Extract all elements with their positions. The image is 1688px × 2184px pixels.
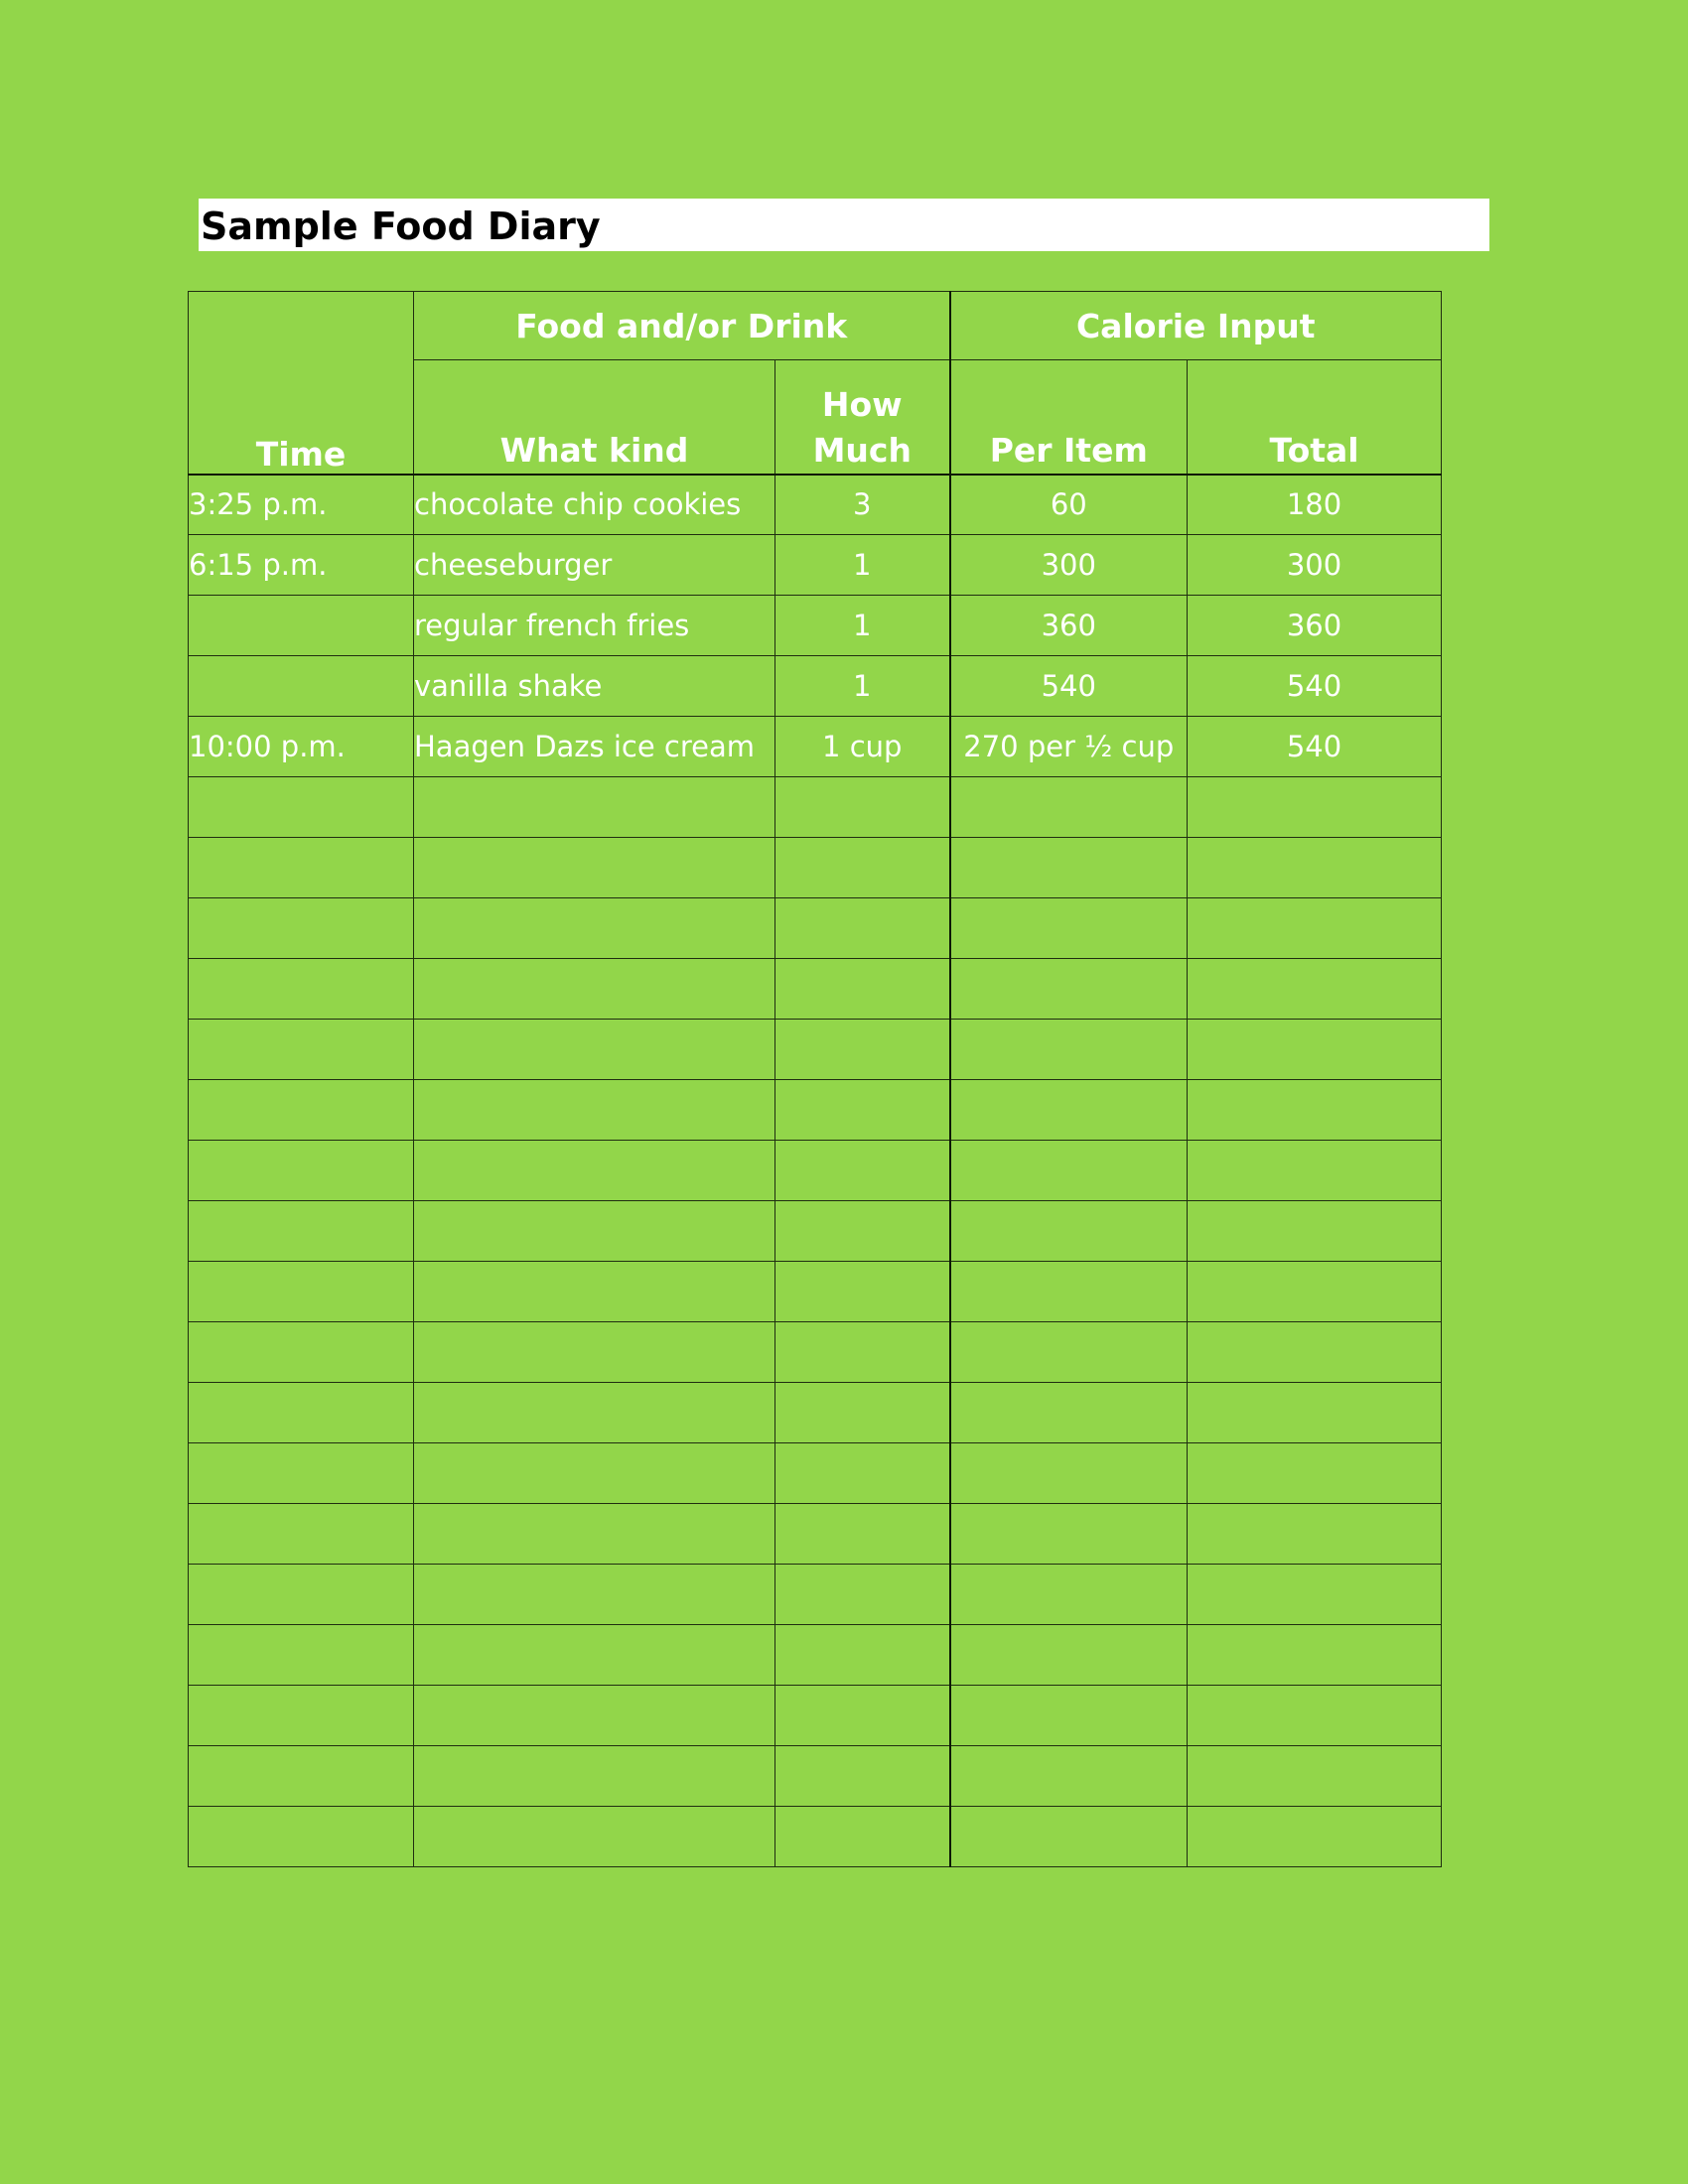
total-cell [1188,1020,1442,1080]
what-kind-cell [414,838,775,898]
what-kind-cell: chocolate chip cookies [414,475,775,535]
total-cell [1188,1443,1442,1504]
total-cell [1188,1322,1442,1383]
table-row [189,1201,1442,1262]
page-title: Sample Food Diary [201,205,601,248]
food-drink-header: Food and/or Drink [414,292,950,360]
table-row [189,1504,1442,1565]
per-item-cell: 300 [950,535,1188,596]
table-row [189,838,1442,898]
per-item-cell: 360 [950,596,1188,656]
table-row [189,1565,1442,1625]
what-kind-cell [414,1443,775,1504]
time-cell [189,1080,414,1141]
table-row [189,717,1442,777]
time-cell [189,1807,414,1867]
food-diary-table [188,291,1442,1867]
time-cell [189,1625,414,1686]
time-cell [189,596,414,656]
total-cell [1188,959,1442,1020]
time-cell [189,777,414,838]
how-much-cell [775,1807,950,1867]
what-kind-cell [414,777,775,838]
time-cell [189,1262,414,1322]
total-cell [1188,1383,1442,1443]
total-cell [1188,1807,1442,1867]
table-row [189,959,1442,1020]
table-row [189,1746,1442,1807]
table-row [189,1807,1442,1867]
how-much-cell [775,1262,950,1322]
what-kind-cell [414,898,775,959]
per-item-cell [950,777,1188,838]
what-kind-cell [414,1141,775,1201]
total-cell: 300 [1188,535,1442,596]
what-kind-cell [414,1201,775,1262]
how-much-cell [775,1201,950,1262]
what-kind-cell [414,1625,775,1686]
what-kind-cell [414,1080,775,1141]
what-kind-cell [414,1504,775,1565]
table-row [189,1322,1442,1383]
what-kind-cell [414,1565,775,1625]
how-much-cell [775,1565,950,1625]
total-cell [1188,1080,1442,1141]
per-item-cell [950,838,1188,898]
time-cell [189,656,414,717]
how-much-cell: 1 [775,535,950,596]
how-much-cell: 1 [775,656,950,717]
time-cell [189,1020,414,1080]
total-cell [1188,898,1442,959]
what-kind-cell [414,1807,775,1867]
per-item-cell [950,1020,1188,1080]
total-cell: 360 [1188,596,1442,656]
time-cell [189,1443,414,1504]
table-row [189,1625,1442,1686]
total-cell [1188,1141,1442,1201]
what-kind-header: What kind [414,360,775,475]
time-cell: 6:15 p.m. [189,535,414,596]
per-item-cell [950,1322,1188,1383]
time-cell: 10:00 p.m. [189,717,414,777]
how-much-cell [775,1080,950,1141]
what-kind-cell [414,1383,775,1443]
total-cell [1188,777,1442,838]
how-much-cell [775,1504,950,1565]
time-cell [189,1322,414,1383]
how-much-cell [775,1141,950,1201]
total-cell [1188,1686,1442,1746]
time-cell [189,959,414,1020]
total-cell [1188,1625,1442,1686]
how-much-cell [775,1686,950,1746]
how-much-cell [775,898,950,959]
time-cell [189,898,414,959]
how-much-cell [775,1322,950,1383]
calorie-input-header: Calorie Input [950,292,1442,360]
time-header: Time [189,292,414,475]
per-item-cell: 60 [950,475,1188,535]
table-row [189,1383,1442,1443]
what-kind-cell [414,1322,775,1383]
total-header: Total [1188,360,1442,475]
per-item-cell [950,1686,1188,1746]
table-row [189,1080,1442,1141]
time-cell [189,1565,414,1625]
table-row [189,1262,1442,1322]
time-cell [189,1201,414,1262]
how-much-cell [775,1383,950,1443]
how-much-cell [775,1746,950,1807]
header-group-row [189,292,1442,360]
time-cell: 3:25 p.m. [189,475,414,535]
per-item-cell [950,1565,1188,1625]
per-item-cell [950,1504,1188,1565]
total-cell: 180 [1188,475,1442,535]
per-item-cell [950,1383,1188,1443]
table-row [189,596,1442,656]
table-row [189,1020,1442,1080]
total-cell [1188,838,1442,898]
per-item-cell: 540 [950,656,1188,717]
total-cell [1188,1504,1442,1565]
time-cell [189,1383,414,1443]
per-item-cell: 270 per ½ cup [950,717,1188,777]
table-row [189,777,1442,838]
how-much-cell [775,1020,950,1080]
table-row [189,1443,1442,1504]
table-row [189,656,1442,717]
per-item-cell [950,1141,1188,1201]
per-item-cell [950,898,1188,959]
time-cell [189,1686,414,1746]
what-kind-cell [414,1686,775,1746]
per-item-cell [950,959,1188,1020]
what-kind-cell: vanilla shake [414,656,775,717]
per-item-cell [950,1443,1188,1504]
time-cell [189,838,414,898]
time-cell [189,1141,414,1201]
table-row [189,475,1442,535]
title-bar [199,199,1489,251]
per-item-cell [950,1080,1188,1141]
per-item-cell [950,1201,1188,1262]
what-kind-cell: regular french fries [414,596,775,656]
table-row [189,1141,1442,1201]
what-kind-cell [414,1262,775,1322]
total-cell: 540 [1188,656,1442,717]
per-item-header: Per Item [950,360,1188,475]
how-much-cell [775,838,950,898]
total-cell [1188,1262,1442,1322]
per-item-cell [950,1807,1188,1867]
how-much-cell [775,777,950,838]
how-much-cell [775,1443,950,1504]
how-much-header: How Much [775,360,950,475]
total-cell [1188,1746,1442,1807]
what-kind-cell: cheeseburger [414,535,775,596]
table-row [189,898,1442,959]
table-row [189,535,1442,596]
what-kind-cell [414,1020,775,1080]
total-cell [1188,1201,1442,1262]
per-item-cell [950,1746,1188,1807]
what-kind-cell: Haagen Dazs ice cream [414,717,775,777]
table-row [189,1686,1442,1746]
per-item-cell [950,1625,1188,1686]
time-cell [189,1504,414,1565]
how-much-cell [775,1625,950,1686]
how-much-cell: 1 cup [775,717,950,777]
how-much-cell: 3 [775,475,950,535]
what-kind-cell [414,1746,775,1807]
diary-body [189,475,1442,1867]
total-cell [1188,1565,1442,1625]
total-cell: 540 [1188,717,1442,777]
per-item-cell [950,1262,1188,1322]
how-much-cell [775,959,950,1020]
what-kind-cell [414,959,775,1020]
time-cell [189,1746,414,1807]
how-much-cell: 1 [775,596,950,656]
